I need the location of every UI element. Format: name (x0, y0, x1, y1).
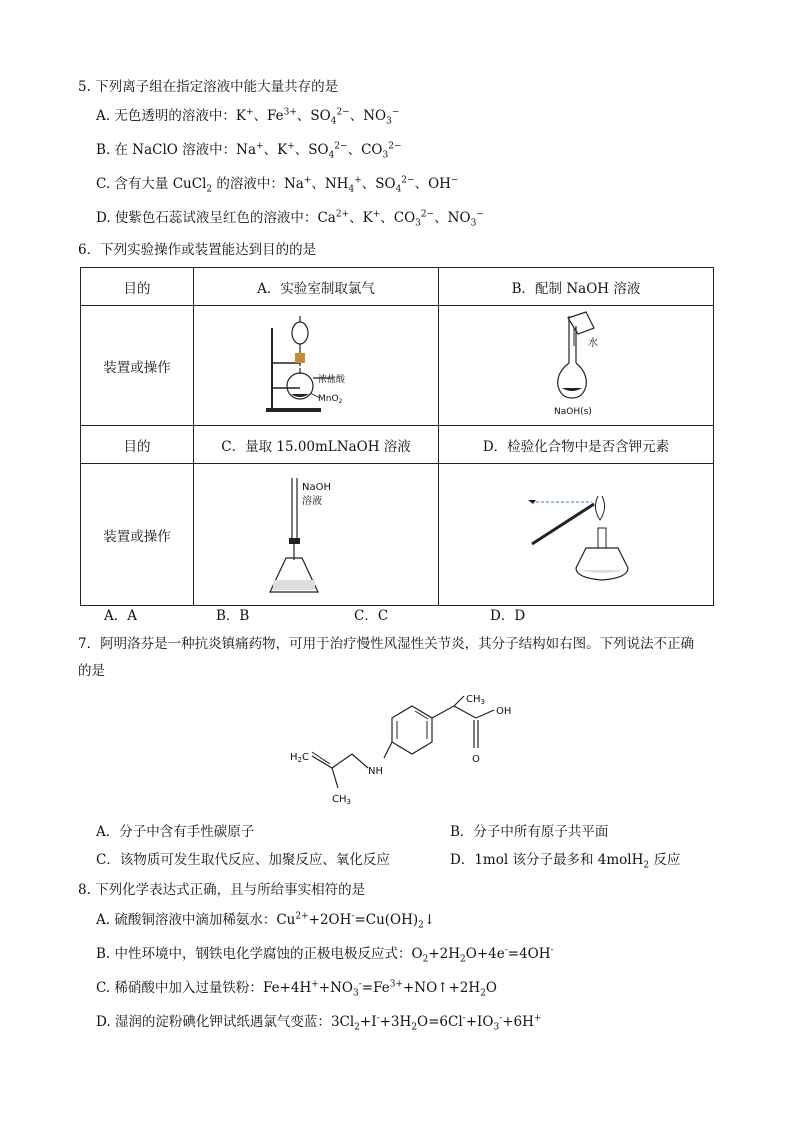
q7-ch3-bottom-text: CH (332, 794, 347, 805)
q7-ch3-bottom: $CH_3$ (332, 794, 351, 806)
q7-ch3-top-text: CH (466, 694, 481, 705)
q8-option-b-text: B. 中性环境中，钢铁电化学腐蚀的正极电极反应式： (96, 946, 412, 962)
q6-choice-c[interactable]: C．C (354, 608, 389, 624)
q6-b-label-water: 水 (588, 337, 598, 349)
q6-a-figure (194, 306, 439, 426)
q6-row2-label: 装置或操作 (81, 306, 194, 426)
flame-test-figure (506, 468, 646, 598)
q8-option-d-text: D. 湿润的淀粉碘化钾试纸遇氯气变蓝： (96, 1014, 331, 1030)
q5-option-d-text: D. 使紫色石蕊试液呈红色的溶液中： (96, 210, 318, 226)
q8-stem: 8. 下列化学表达式正确，且与所给事实相符的是 (78, 882, 366, 898)
q5-option-d: D. 使紫色石蕊试液呈红色的溶液中：$Ca^{2+}$、K+、$CO_3^{2-}$、$NO_3^-$ (96, 209, 484, 229)
q6-a-label-acid: 浓盐酸 (318, 374, 346, 385)
q8-option-c-text: C. 稀硝酸中加入过量铁粉： (96, 980, 263, 996)
q7-stem-2: 的是 (78, 663, 105, 679)
q5-option-b: B. 在 NaClO 溶液中：Na+、K+、$SO_4^{2-}$、$CO_3^{2-}$ (96, 141, 402, 161)
q6-choice-d[interactable]: D．D (490, 608, 526, 624)
q7-ch3-top: $CH_3$ (466, 694, 485, 706)
q5-option-a-text: A. 无色透明的溶液中： (96, 108, 236, 124)
q7-h2c: $H_2C$ (290, 752, 309, 764)
q6-c-label-sol: 溶液 (302, 495, 322, 507)
q7-h2c-c: C (302, 752, 309, 763)
q7-option-b[interactable]: B．分子中所有原子共平面 (450, 824, 609, 840)
q6-a-label-mno2-text: MnO (318, 393, 339, 404)
q6-b-title: B．配制 NaOH 溶液 (439, 268, 714, 306)
q5-option-b-text: B. 在 NaClO 溶液中： (96, 142, 237, 158)
q6-d-figure (439, 464, 714, 606)
q6-c-figure (194, 464, 439, 606)
q8-option-d[interactable]: D. 湿润的淀粉碘化钾试纸遇氯气变蓝：$3Cl_2+I^-+3H_2O=6Cl^-+IO_3^-+6H^+$ (96, 1013, 542, 1033)
q7-option-d-pre: D．1mol 该分子最多和 4molH (450, 852, 644, 868)
q6-table (80, 267, 714, 606)
q5-stem: 5. 下列离子组在指定溶液中能大量共存的是 (78, 79, 339, 95)
q5-option-c-text: C. 含有大量 CuCl (96, 176, 207, 192)
q8-option-c[interactable]: C. 稀硝酸中加入过量铁粉：$Fe+4H^++NO_3^-=Fe^{3+}+NO↑+2H_2O$ (96, 979, 497, 999)
q6-row4-label: 装置或操作 (81, 464, 194, 606)
q6-a-title: A．实验室制取氯气 (194, 268, 439, 306)
q6-b-figure (439, 306, 714, 426)
q6-row1-label: 目的 (81, 268, 194, 306)
q6-choice-a[interactable]: A．A (104, 608, 137, 624)
q8-option-b[interactable]: B. 中性环境中，钢铁电化学腐蚀的正极电极反应式：$O_2+2H_2O+4e^-=4OH^-$ (96, 945, 554, 965)
q5-option-c-mid: 的溶液中： (212, 176, 284, 192)
q7-option-a[interactable]: A．分子中含有手性碳原子 (96, 824, 255, 840)
q5-option-a: A. 无色透明的溶液中：K+、$Fe^{3+}$、$SO_4^{2-}$、$NO_3^-$ (96, 107, 400, 127)
q5-option-c: C. 含有大量 CuCl$_2$ 的溶液中：Na+、$NH_4^+$、$SO_4^{2-}$、OH− (96, 175, 459, 195)
burette-figure (256, 468, 376, 598)
q7-option-d[interactable]: D．1mol 该分子最多和 4molH$_2$ 反应 (450, 852, 681, 871)
q6-stem: 6．下列实验操作或装置能达到目的的是 (78, 242, 317, 258)
q6-c-title: C．量取 15.00mLNaOH 溶液 (194, 426, 439, 464)
naoh-solution-figure (516, 308, 636, 420)
q7-stem-1: 7．阿明洛芬是一种抗炎镇痛药物，可用于治疗慢性风湿性关节炎，其分子结构如右图。下列说法不正确 (78, 636, 695, 652)
q7-option-d-post: 反应 (649, 852, 681, 868)
q8-option-a[interactable]: A. 硫酸铜溶液中滴加稀氨水：$Cu^{2+}+2OH^-=Cu(OH)_2↓$ (96, 911, 436, 931)
q6-a-label-mno2: MnO$_2$ (318, 393, 343, 405)
chlorine-apparatus-figure (256, 308, 376, 420)
q6-b-label-naoh: NaOH(s) (554, 406, 592, 417)
q7-option-c[interactable]: C．该物质可发生取代反应、加聚反应、氧化反应 (96, 852, 390, 868)
q7-nh: NH (368, 766, 383, 777)
amiloprofen-structure (280, 692, 540, 810)
q7-o: O (472, 754, 480, 765)
q8-option-a-text: A. 硫酸铜溶液中滴加稀氨水： (96, 912, 277, 928)
q6-choice-b[interactable]: B．B (216, 608, 250, 624)
q7-oh: OH (496, 706, 512, 717)
q7-h2c-h: H (290, 752, 298, 763)
q6-c-label-naoh: NaOH (302, 481, 331, 493)
q6-row3-label: 目的 (81, 426, 194, 464)
q6-d-title: D．检验化合物中是否含钾元素 (439, 426, 714, 464)
